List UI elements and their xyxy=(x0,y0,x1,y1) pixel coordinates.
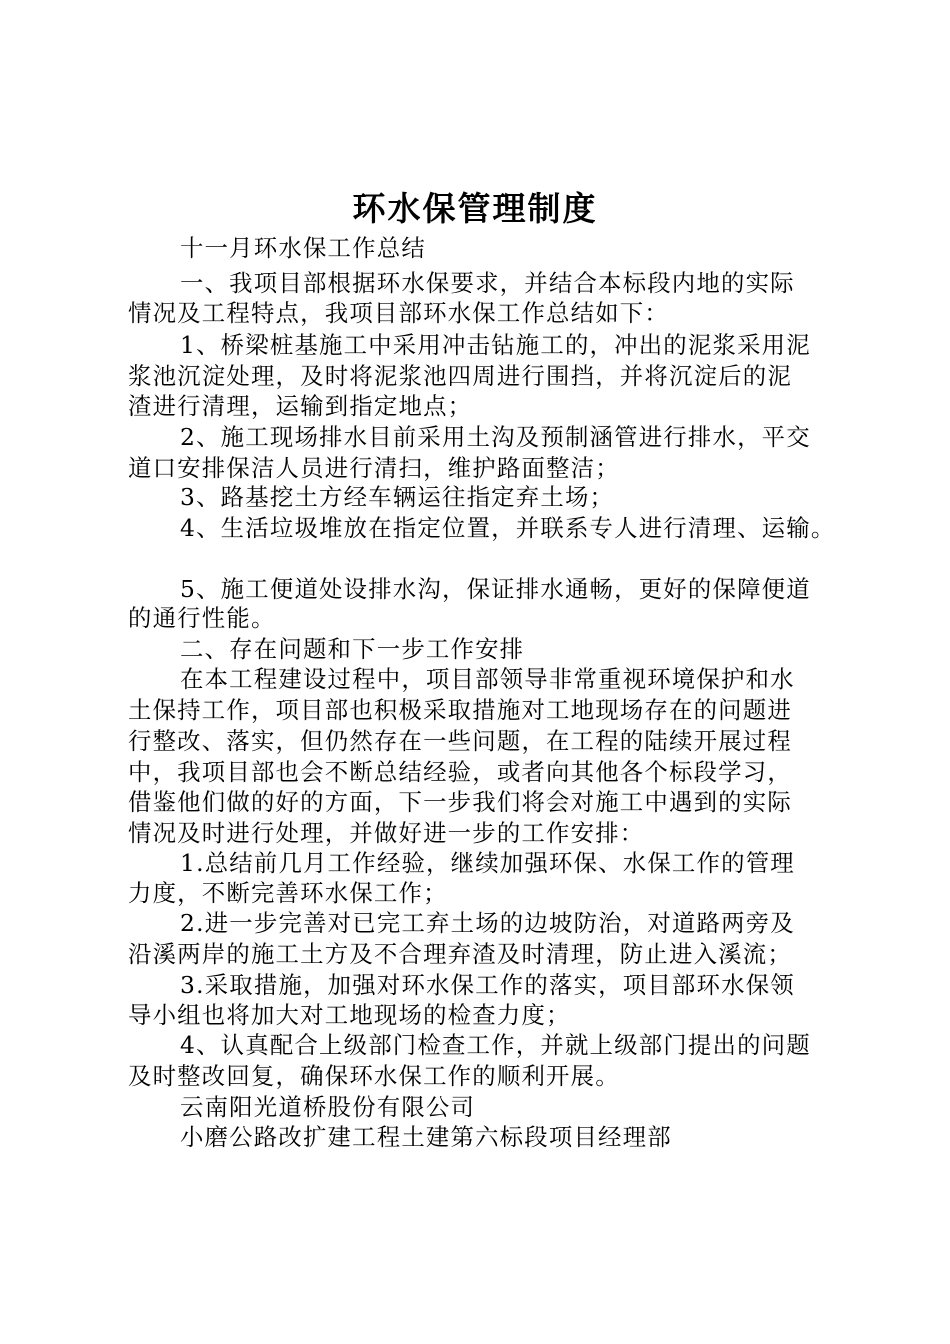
body-line-3: 情况及工程特点，我项目部环水保工作总结如下： xyxy=(128,299,669,327)
body-line-1: 十一月环水保工作总结 xyxy=(180,234,426,262)
body-line-8: 道口安排保洁人员进行清扫，维护路面整洁； xyxy=(128,454,620,482)
body-line-27: 及时整改回复，确保环水保工作的顺利开展。 xyxy=(128,1062,620,1090)
body-line-10: 4、生活垃圾堆放在指定位置，并联系专人进行清理、运输。 xyxy=(180,514,836,542)
body-line-13: 二、存在问题和下一步工作安排 xyxy=(180,635,525,663)
body-line-24: 3.采取措施，加强对环水保工作的落实，项目部环水保领 xyxy=(180,971,795,999)
body-line-6: 渣进行清理，运输到指定地点； xyxy=(128,392,473,420)
body-line-4: 1、桥梁桩基施工中采用冲击钻施工的，冲出的泥浆采用泥 xyxy=(180,331,811,359)
body-line-21: 力度，不断完善环水保工作； xyxy=(128,879,448,907)
body-line-23: 沿溪两岸的施工土方及不合理弃渣及时清理，防止进入溪流； xyxy=(128,940,792,968)
body-line-11: 5、施工便道处设排水沟，保证排水通畅，更好的保障便道 xyxy=(180,575,811,603)
body-line-22: 2.进一步完善对已完工弃土场的边坡防治，对道路两旁及 xyxy=(180,909,795,937)
body-line-20: 1.总结前几月工作经验，继续加强环保、水保工作的管理 xyxy=(180,849,795,877)
body-line-26: 4、认真配合上级部门检查工作，并就上级部门提出的问题 xyxy=(180,1031,811,1059)
body-line-17: 中，我项目部也会不断总结经验，或者向其他各个标段学习， xyxy=(128,758,792,786)
body-line-5: 浆池沉淀处理，及时将泥浆池四周进行围挡，并将沉淀后的泥 xyxy=(128,362,792,390)
body-line-7: 2、施工现场排水目前采用土沟及预制涵管进行排水，平交 xyxy=(180,423,811,451)
body-line-18: 借鉴他们做的好的方面，下一步我们将会对施工中遇到的实际 xyxy=(128,788,792,816)
body-line-12: 的通行性能。 xyxy=(128,604,276,632)
department-name: 小磨公路改扩建工程土建第六标段项目经理部 xyxy=(180,1123,672,1151)
company-name: 云南阳光道桥股份有限公司 xyxy=(180,1093,476,1121)
body-line-19: 情况及时进行处理，并做好进一步的工作安排： xyxy=(128,819,645,847)
document-title: 环水保管理制度 xyxy=(352,189,598,228)
body-line-14: 在本工程建设过程中，项目部领导非常重视环境保护和水 xyxy=(180,665,795,693)
body-line-16: 行整改、落实，但仍然存在一些问题，在工程的陆续开展过程 xyxy=(128,727,792,755)
body-line-2: 一、我项目部根据环水保要求，并结合本标段内地的实际 xyxy=(180,269,795,297)
body-line-9: 3、路基挖土方经车辆运往指定弃土场； xyxy=(180,483,615,511)
body-line-15: 土保持工作，项目部也积极采取措施对工地现场存在的问题进 xyxy=(128,696,792,724)
body-line-25: 导小组也将加大对工地现场的检查力度； xyxy=(128,1001,571,1029)
